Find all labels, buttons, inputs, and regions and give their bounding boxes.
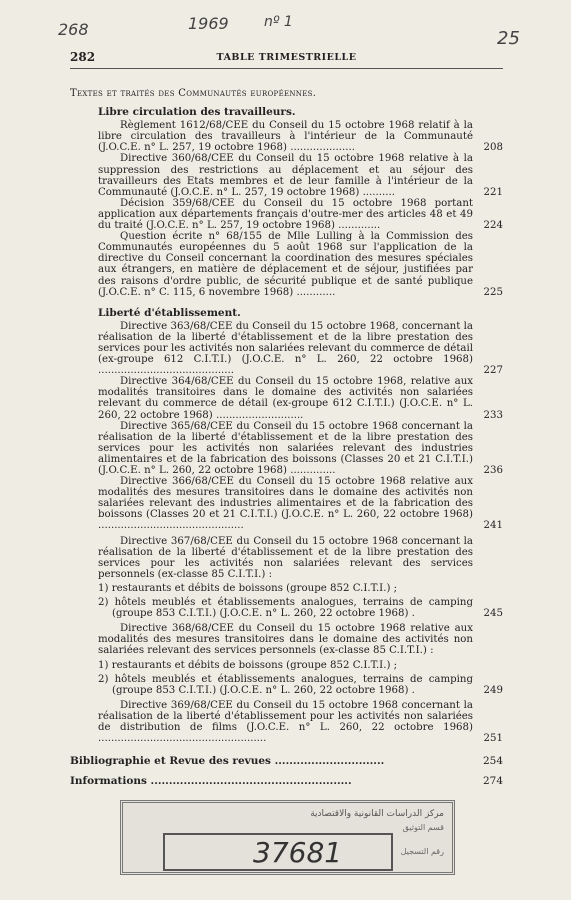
header-rule xyxy=(70,68,503,69)
library-stamp xyxy=(120,800,455,875)
list-item xyxy=(98,660,503,671)
list-item-text: 1) restaurants et débits de boissons (groupe 852 C.I.T.I.) ; xyxy=(98,582,398,594)
stamp-line: قسم التوثيق xyxy=(402,823,444,832)
entry-page: 221 xyxy=(483,186,503,198)
toc-entry xyxy=(98,700,503,744)
entry-page: 236 xyxy=(483,465,503,476)
entry-text: Directive 366/68/CEE du Conseil du 15 octobre 1968 relative aux modalités des mesures transitoires dans le domaine des activités non salariées relevant des industries alimentaires et de la fabrication des boissons (Classes 20 et 21 C.I.T.I.) (J.O.C.E. n° L. 260, 22 octobre 1968) ............................................. xyxy=(98,476,473,532)
toc-footer-entry xyxy=(70,776,503,787)
entry-text: Règlement 1612/68/CEE du Conseil du 15 octobre 1968 relatif à la libre circulation des travailleurs à l'intérieur de la Communauté (J.O.C.E. n° L. 257, 19 octobre 1968) .................... xyxy=(98,120,473,154)
entry-text: Directive 363/68/CEE du Conseil du 15 octobre 1968, concernant la réalisation de la liberté d'établissement et de la libre prestation des services pour les activités non salariées relevant du commerce de détail (ex-groupe 612 C.I.T.I.) (J.O.C.E. n° L. 260, 22 octobre 1968) .......................................... xyxy=(98,320,473,377)
section-heading: Textes et traités des Communautés européennes. xyxy=(70,88,317,99)
stamp-line: رقم التسجيل xyxy=(400,847,444,856)
handwritten-note: nº 1 xyxy=(264,14,293,30)
handwritten-note: 268 xyxy=(58,20,89,39)
entry-page: 251 xyxy=(483,733,503,745)
entry-text: Directive 369/68/CEE du Conseil du 15 octobre 1968 concernant la réalisation de la liberté d'établissement pour les activités non salariées de distribution de films (J.O.C.E. n° L. 260, 22 octobre 1968) .................................................... xyxy=(98,699,473,745)
page-header xyxy=(70,48,503,68)
list-item-text: 1) restaurants et débits de boissons (groupe 852 C.I.T.I.) ; xyxy=(98,659,398,671)
toc-entry xyxy=(98,120,503,153)
entry-text: Décision 359/68/CEE du Conseil du 15 octobre 1968 portant application aux départements français d'outre-mer des articles 48 et 49 du traité (J.O.C.E. n° L. 257, 19 octobre 1968) ............. xyxy=(98,197,473,232)
subsection-title: Liberté d'établissement. xyxy=(98,306,241,319)
list-item-text: 2) hôtels meublés et établissements analogues, terrains de camping (groupe 853 C.I.T.I.) (J.O.C.E. n° L. 260, 22 octobre 1968) . xyxy=(98,597,473,620)
stamp-line: مركز الدراسات القانونية والاقتصادية xyxy=(310,809,444,819)
entry-text: Question écrite n° 68/155 de Mlle Lulling à la Commission des Communautés européennes du 5 août 1968 sur l'application de la directive du Conseil concernant la coordination des mesures spéciales aux étrangers, en matière de déplacement et de séjour, justifiées par des raisons d'ordre public, de sécurité publique et de santé publique (J.O.C.E. n° C. 115, 6 novembre 1968) ............ xyxy=(98,231,473,298)
toc-entry xyxy=(98,198,503,231)
list-item-page: 245 xyxy=(483,608,503,620)
entry-text: Directive 367/68/CEE du Conseil du 15 octobre 1968 concernant la réalisation de la liberté d'établissement et de la libre prestation des services pour les activités non salariées relevant des services personnels (ex-classe 85 C.I.T.I.) : xyxy=(98,535,473,580)
toc-entry xyxy=(98,536,503,580)
footer-entry-label: Informations ....................................................... xyxy=(70,775,352,788)
footer-entry-page: 254 xyxy=(482,755,503,768)
toc-entry xyxy=(98,623,503,656)
list-item-text: 2) hôtels meublés et établissements analogues, terrains de camping (groupe 853 C.I.T.I.) (J.O.C.E. n° L. 260, 22 octobre 1968) . xyxy=(98,673,473,696)
list-item xyxy=(98,674,503,696)
table-of-contents xyxy=(70,88,503,787)
toc-entry xyxy=(98,231,503,298)
entry-page: 227 xyxy=(483,365,503,377)
list-item xyxy=(98,583,503,594)
running-title: TABLE TRIMESTRIELLE xyxy=(216,52,357,63)
toc-footer-entry xyxy=(70,756,503,767)
toc-entry xyxy=(98,153,503,197)
entry-page: 225 xyxy=(483,286,503,298)
subsection-title: Libre circulation des travailleurs. xyxy=(98,106,296,119)
entry-text: Directive 365/68/CEE du Conseil du 15 octobre 1968 concernant la réalisation de la liberté d'établissement et de la libre prestation des services pour les activités non salariées relevant des industries alimentaires et de la fabrication des boissons (Classes 20 et 21 C.I.T.I.) (J.O.C.E. n° L. 260, 22 octobre 1968) .............. xyxy=(98,420,473,476)
list-item-page: 249 xyxy=(483,684,503,696)
entry-page: 233 xyxy=(483,409,503,421)
entry-page: 208 xyxy=(483,142,503,154)
entry-page: 224 xyxy=(483,220,503,232)
entry-page: 241 xyxy=(483,520,503,532)
handwritten-note: 25 xyxy=(497,28,520,49)
handwritten-note: 1969 xyxy=(188,14,229,33)
toc-entry xyxy=(98,476,503,531)
footer-entry-page: 274 xyxy=(482,775,503,788)
entry-text: Directive 368/68/CEE du Conseil du 15 octobre 1968 relative aux modalités des mesures transitoires dans le domaine des activités non salariées relevant des services personnels (ex-classe 85 C.I.T.I.) : xyxy=(98,623,473,657)
toc-entry xyxy=(98,421,503,476)
toc-entry xyxy=(98,376,503,420)
toc-entry xyxy=(98,321,503,376)
entry-text: Directive 364/68/CEE du Conseil du 15 octobre 1968, relative aux modalités transitoires dans le domaine des activités non salariées relevant du commerce de détail (ex-groupe 612 C.I.T.I.) (J.O.C.E. n° L. 260, 22 octobre 1968) ........................... xyxy=(98,376,473,421)
stamp-number: 37681 xyxy=(253,836,343,869)
entry-text: Directive 360/68/CEE du Conseil du 15 octobre 1968 relative à la suppression des restrictions au déplacement et au séjour des travailleurs des Etats membres et de leur famille à l'intérieur de la Communauté (J.O.C.E. n° L. 257, 19 octobre 1968) .......... xyxy=(98,153,473,198)
list-item xyxy=(98,597,503,619)
footer-entry-label: Bibliographie et Revue des revues .............................. xyxy=(70,755,385,768)
page-number: 282 xyxy=(70,50,96,64)
